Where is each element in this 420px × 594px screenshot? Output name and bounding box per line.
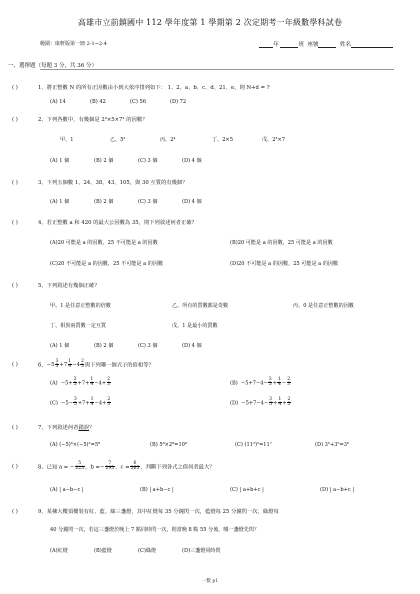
question-text-continued: 40 分鐘閃一次，若這三盞燈於晚上 7 點同時閃一次，則當晚 8 點 55 分後，哪一盞燈先閃？ [50, 527, 260, 533]
question-5 [12, 281, 100, 289]
item-1: 甲、1 是任意正整數的倍數 [50, 303, 111, 309]
divider [40, 69, 394, 70]
option-c: (C) (11²)⁵=11⁷ [235, 442, 272, 448]
option-b: (B) 2 個 [94, 343, 114, 349]
math-expression: −5 $\frac{3}{5}$ +7 $\frac{1}{4}$ −4 $\frac{2}{3}$ [46, 359, 84, 370]
option-a: (A) −5+ $\frac{3}{5}$ +7+ $\frac{1}{4}$ −4+ $\frac{2}{3}$ [50, 377, 111, 388]
item-2: 乙、所有的質數都是奇數 [172, 303, 229, 309]
option-a: (A) | a−b−c | [50, 487, 84, 493]
question-4 [12, 218, 197, 226]
student-info-fields [259, 40, 393, 48]
question-1 [12, 83, 270, 91]
item-2: 乙、5² [110, 137, 126, 143]
question-text: 2、下列各數中，有幾個是 2³×5×7² 的因數？ [38, 117, 148, 123]
answer-paren[interactable]: ( ) [12, 509, 18, 515]
question-6 [12, 360, 154, 370]
option-c: (C) 3 個 [138, 158, 158, 164]
option-b: (B) 2 個 [94, 199, 114, 205]
grade-blank[interactable] [259, 41, 273, 48]
item-3: 丙、0 是任意正整數的因數 [293, 303, 354, 309]
question-text: 9、某棟大樓頂樓裝有紅、藍、綠三盞燈，其中紅燈每 35 分鐘閃一次，藍燈每 25 分鐘閃一次，綠燈每 [38, 509, 279, 515]
answer-paren[interactable]: ( ) [12, 362, 18, 369]
option-c: (C) −5− $\frac{3}{5}$ +7+ $\frac{1}{4}$ −4+ $\frac{2}{3}$ [50, 397, 111, 408]
option-b: (B)藍燈 [94, 548, 112, 554]
class-label: 班 [298, 42, 304, 48]
option-a: (A) 1 個 [50, 158, 70, 164]
section-title: 一、選擇題（每題 3 分，共 36 分） [8, 63, 97, 69]
option-c: (C) 3 個 [138, 199, 158, 205]
option-c: (C) | a+b+c | [230, 487, 264, 493]
item-5: 戊、2³×7 [262, 137, 285, 143]
option-b: (B)20 可能是 a 的因數，25 可能是 a 的因數 [230, 240, 333, 246]
question-7: ( ) 7、下列敘述何者錯誤？ [12, 425, 95, 431]
option-c: (C)綠燈 [138, 548, 157, 554]
option-d: (D)三盞燈同時閃 [182, 548, 221, 554]
option-d: (D) −5+7−4− $\frac{3}{5}$ + $\frac{1}{4}$ + $\frac{2}{3}$ [230, 397, 291, 408]
option-b: (B) | a+b−c | [140, 487, 174, 493]
question-text: 5、下列敘述有幾個正確？ [38, 283, 100, 289]
question-text: 8、已知 a = [38, 464, 70, 471]
option-a: (A) (−5)⁶×(−5)²=5⁸ [50, 442, 101, 448]
emphasis-text: 錯誤 [78, 425, 90, 431]
option-b: (B) 5⁸×2⁸=10⁸ [150, 442, 187, 448]
item-3: 丙、2⁴ [160, 137, 176, 143]
name-label: 姓名 [339, 42, 351, 48]
item-4: 丁、2×5 [212, 137, 233, 143]
question-text: 與下列哪一個式子的值相等？ [84, 362, 154, 369]
option-d: (D)20 不可能是 a 的因數，25 可能是 a 的因數 [230, 261, 339, 267]
option-d: (D) 4 個 [182, 158, 202, 164]
answer-paren[interactable]: ( ) [12, 85, 18, 91]
question-3 [12, 178, 188, 186]
option-b: (B) −5+7−4− $\frac{3}{5}$ + $\frac{1}{4}$ − $\frac{2}{3}$ [230, 377, 291, 388]
question-2 [12, 115, 147, 123]
option-d: (D) | a−b+c | [320, 487, 355, 493]
page-title: 高雄市立前鎮國中 112 學年度第 1 學期第 2 次定期考一年級數學科試卷 [77, 18, 343, 27]
option-a: (A) 14 [50, 99, 66, 105]
option-b: (B) 42 [90, 99, 106, 105]
item-5: 戊、1 是最小的質數 [172, 323, 218, 329]
question-text: 4、若正整數 a 和 420 的最大公因數為 35，則下列敘述何者正確？ [38, 220, 197, 226]
option-d: (D) 3⁵+3⁵=3⁶ [315, 442, 350, 448]
item-1: 甲、1 [60, 137, 74, 143]
grade-label: 年 [273, 42, 279, 48]
answer-paren[interactable]: ( ) [12, 117, 18, 123]
answer-paren[interactable]: ( ) [12, 464, 18, 471]
option-a: (A)紅燈 [50, 548, 68, 554]
answer-paren[interactable]: ( ) [12, 180, 18, 186]
option-a: (A) 1 個 [50, 199, 70, 205]
option-d: (D) 4 個 [182, 199, 202, 205]
exam-range: 範圍：康軒版第一冊 2-1~2-4 [40, 41, 107, 47]
option-b: (B) 2 個 [94, 158, 114, 164]
answer-paren[interactable]: ( ) [12, 425, 18, 431]
item-4: 丁、相異兩質數一定互質 [50, 323, 107, 329]
option-d: (D) 72 [170, 99, 187, 105]
option-c: (C) 3 個 [138, 343, 158, 349]
question-text: 3、下列五個數 1、24、38、43、105，與 30 互質的有幾個？ [38, 180, 188, 186]
page-footer: 一數 p1 [201, 579, 219, 584]
class-blank[interactable] [280, 41, 298, 48]
question-9 [12, 507, 279, 515]
option-a: (A)20 可能是 a 的因數，25 不可能是 a 的因數 [50, 240, 158, 246]
seat-label: 座號 [307, 42, 319, 48]
option-c: (C)20 不可能是 a 的因數，25 不可能是 a 的因數 [50, 261, 164, 267]
option-d: (D) 4 個 [182, 343, 202, 349]
option-c: (C) 56 [130, 99, 146, 105]
name-blank[interactable] [351, 41, 393, 48]
question-number: 6、 [38, 362, 47, 369]
question-8: ( ) 8、已知 a = − $\frac{5}{223}$ ，b =− $\frac{7}{293}$ ，c = $\frac{6}{263}$ ，判斷下列各式之值何者最大？ [12, 461, 215, 472]
answer-paren[interactable]: ( ) [12, 283, 18, 289]
seat-blank[interactable] [318, 41, 336, 48]
option-a: (A) 1 個 [50, 343, 70, 349]
answer-paren[interactable]: ( ) [12, 220, 18, 226]
question-text: 1、將正整數 N 的所有正因數由小到大依序排列如下： 1、2、a、b、c、d、21、e，則 N+d = ? [38, 85, 270, 91]
question-text: 7、下列敘述何者 [38, 425, 79, 431]
